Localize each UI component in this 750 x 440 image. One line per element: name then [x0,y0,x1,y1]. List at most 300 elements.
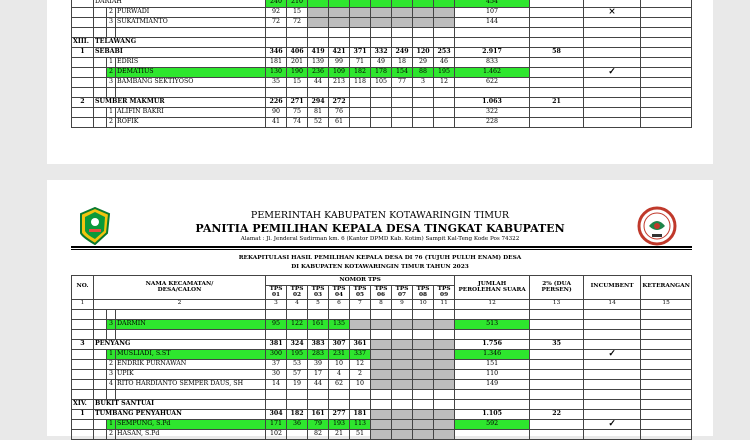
empty-cell [94,319,107,329]
two-percent [530,349,584,359]
two-percent [530,108,584,118]
tps-vote-count: 102 [266,429,287,439]
empty-cell [287,309,308,319]
empty-cell [94,58,107,68]
empty-cell [116,88,266,98]
two-percent [530,78,584,88]
empty-cell [530,399,584,409]
tps-vote-count: 346 [266,48,287,58]
col-no-header: NO. [72,276,94,300]
tps-vote-count: 135 [329,319,350,329]
letterhead-committee: PANITIA PEMILIHAN KEPALA DESA TINGKAT KABUPATEN [195,222,565,235]
incumbent-mark [584,339,641,349]
incumbent-mark [584,369,641,379]
tps-header: TPS 02 [287,286,308,300]
total-votes: 622 [455,78,530,88]
village-name: PENYANG [94,339,266,349]
tps-header: TPS 08 [413,286,434,300]
empty-cell [266,88,287,98]
row-number [72,429,94,439]
total-votes: 1.105 [455,409,530,419]
tps-vote-count: 12 [434,78,455,88]
empty-cell [107,389,116,399]
tps-vote-count: 324 [287,339,308,349]
tps-vote-count [434,0,455,8]
tps-vote-count: 178 [371,68,392,78]
keterangan [641,419,692,429]
tps-header: TPS 05 [350,286,371,300]
total-votes: 1.063 [455,98,530,108]
tps-vote-count: 41 [266,118,287,128]
tps-vote-count [371,118,392,128]
tps-vote-count: 181 [266,58,287,68]
tps-vote-count: 19 [287,379,308,389]
keterangan [641,369,692,379]
empty-cell [434,38,455,48]
empty-cell [392,399,413,409]
tps-vote-count: 249 [392,48,413,58]
tps-vote-count [329,8,350,18]
empty-cell [266,329,287,339]
tps-vote-count [308,18,329,28]
tps-vote-count: 72 [287,18,308,28]
tps-vote-count [350,8,371,18]
candidate-name: DARMIN [116,319,266,329]
tps-vote-count: 213 [329,78,350,88]
candidate-number: 2 [107,359,116,369]
tps-vote-count: 272 [329,98,350,108]
empty-cell [455,309,530,319]
tps-vote-count [392,18,413,28]
section-number: XIV. [72,399,94,409]
empty-cell [434,88,455,98]
candidate-name: ROFIK [116,118,266,128]
tps-vote-count [413,0,434,8]
empty-cell [308,88,329,98]
empty-cell [72,389,94,399]
letterhead-rule-thick [71,246,692,248]
column-number: 6 [329,299,350,309]
two-percent: 21 [530,98,584,108]
empty-cell [266,389,287,399]
column-number: 8 [371,299,392,309]
empty-cell [371,389,392,399]
tps-vote-count: 120 [413,48,434,58]
candidate-name: HASAN, S.Pd [116,429,266,439]
tps-header: TPS 09 [434,286,455,300]
tps-vote-count [434,18,455,28]
keterangan [641,18,692,28]
empty-cell [434,309,455,319]
col-incumbent-header: INCUMBENT [584,276,641,300]
tps-vote-count: 37 [266,359,287,369]
village-name: TUMBANG PENYAHUAN [94,409,266,419]
tps-vote-count: 361 [350,339,371,349]
tps-vote-count [413,98,434,108]
row-number: 3 [72,339,94,349]
keterangan [641,58,692,68]
empty-cell [434,399,455,409]
tps-vote-count: 406 [287,48,308,58]
empty-cell [371,28,392,38]
tps-vote-count: 371 [350,48,371,58]
empty-cell [287,28,308,38]
empty-cell [392,88,413,98]
empty-cell [455,399,530,409]
empty-cell [94,429,107,439]
tps-vote-count: 62 [329,379,350,389]
empty-cell [287,399,308,409]
empty-cell [107,309,116,319]
two-percent [530,118,584,128]
empty-cell [584,28,641,38]
tps-vote-count [413,419,434,429]
candidate-number: 2 [107,118,116,128]
column-number: 11 [434,299,455,309]
empty-cell [94,419,107,429]
candidate-row [72,68,692,78]
tps-vote-count [434,319,455,329]
empty-cell [584,399,641,409]
col-kecamatan-header: NAMA KECAMATAN/ DESA/CALON [94,276,266,300]
row-number [72,108,94,118]
two-percent [530,8,584,18]
total-votes: 454 [455,0,530,8]
tps-vote-count [413,18,434,28]
keterangan [641,359,692,369]
spacer-row [72,28,692,38]
total-votes: 144 [455,18,530,28]
tps-vote-count: 277 [329,409,350,419]
empty-cell [413,28,434,38]
tps-vote-count [287,429,308,439]
total-votes: 151 [455,359,530,369]
tps-vote-count [371,369,392,379]
candidate-row [72,8,692,18]
tps-vote-count: 294 [308,98,329,108]
tps-vote-count: 10 [350,379,371,389]
total-votes: 592 [455,419,530,429]
tps-vote-count: 307 [329,339,350,349]
empty-cell [116,309,266,319]
column-number-row [72,299,692,309]
empty-cell [530,309,584,319]
empty-cell [94,118,107,128]
two-percent [530,0,584,8]
empty-cell [434,389,455,399]
empty-cell [94,18,107,28]
candidate-number: 1 [107,419,116,429]
tps-vote-count: 90 [266,108,287,118]
tps-vote-count: 181 [350,409,371,419]
column-number: 14 [584,299,641,309]
empty-cell [350,329,371,339]
tps-vote-count [308,8,329,18]
village-row [72,409,692,419]
row-number [72,319,94,329]
incumbent-mark [584,118,641,128]
empty-cell [530,88,584,98]
candidate-name: PURWADI [116,8,266,18]
empty-cell [329,389,350,399]
tps-vote-count: 113 [350,419,371,429]
candidate-name: RITO HARDIANTO SEMPER DAUS, SH [116,379,266,389]
total-votes: 322 [455,108,530,118]
recap-subtitle: DI KABUPATEN KOTAWARINGIN TIMUR TAHUN 2023 [291,264,469,270]
candidate-number: 3 [107,319,116,329]
incumbent-mark [584,48,641,58]
tps-vote-count: 236 [308,68,329,78]
keterangan [641,108,692,118]
incumbent-mark [584,0,641,8]
tps-vote-count: 421 [329,48,350,58]
empty-cell [371,38,392,48]
empty-cell [329,329,350,339]
section-row [72,399,692,409]
empty-cell [94,369,107,379]
empty-cell [308,28,329,38]
empty-cell [455,38,530,48]
incumbent-mark [584,359,641,369]
empty-cell [392,309,413,319]
two-percent: 35 [530,339,584,349]
candidate-number: 4 [107,379,116,389]
tps-vote-count [371,429,392,439]
tps-vote-count [371,349,392,359]
candidate-row [72,369,692,379]
document-page-1 [47,0,713,164]
tps-vote-count [350,108,371,118]
tps-vote-count [392,118,413,128]
empty-cell [308,38,329,48]
total-votes: 1.346 [455,349,530,359]
column-number: 9 [392,299,413,309]
keterangan [641,0,692,8]
column-number: 4 [287,299,308,309]
empty-cell [72,309,94,319]
two-percent [530,419,584,429]
tps-vote-count: 210 [287,0,308,8]
village-name: DARIAH [94,0,266,8]
empty-cell [455,389,530,399]
empty-cell [308,329,329,339]
candidate-name: SEMPUNG, S.Pd [116,419,266,429]
tps-vote-count [413,429,434,439]
row-number [72,0,94,8]
empty-cell [94,359,107,369]
tps-vote-count [371,319,392,329]
column-number: 2 [94,299,266,309]
tps-vote-count: 271 [287,98,308,108]
tps-vote-count: 195 [287,349,308,359]
tps-vote-count: 53 [287,359,308,369]
total-votes: 1.756 [455,339,530,349]
col-keterangan-header: KETERANGAN [641,276,692,300]
spacer-row [72,309,692,319]
keterangan [641,68,692,78]
tps-vote-count [392,369,413,379]
empty-cell [350,38,371,48]
two-percent [530,359,584,369]
tps-vote-count: 253 [434,48,455,58]
spacer-row [72,389,692,399]
section-number: XIII. [72,38,94,48]
tps-vote-count: 21 [329,429,350,439]
tps-vote-count: 105 [371,78,392,88]
tps-vote-count: 383 [308,339,329,349]
tps-vote-count [413,8,434,18]
spacer-row [72,88,692,98]
tps-vote-count: 10 [329,359,350,369]
empty-cell [413,38,434,48]
village-name: SUMBER MAKMUR [94,98,266,108]
candidate-name: DEMATIUS [116,68,266,78]
empty-cell [94,329,107,339]
village-name: SEBABI [94,48,266,58]
empty-cell [641,38,692,48]
keterangan [641,409,692,419]
candidate-number: 2 [107,8,116,18]
empty-cell [392,329,413,339]
tps-vote-count: 182 [350,68,371,78]
col-jumlah-header: JUMLAH PEROLEHAN SUARA [455,276,530,300]
row-number [72,58,94,68]
document-page-2 [47,180,713,436]
tps-header: TPS 07 [392,286,413,300]
candidate-row [72,108,692,118]
tps-vote-count [392,409,413,419]
empty-cell [530,38,584,48]
tps-vote-count: 18 [392,58,413,68]
empty-cell [329,88,350,98]
empty-cell [266,399,287,409]
tps-vote-count [434,429,455,439]
candidate-number: 1 [107,349,116,359]
tps-vote-count: 154 [392,68,413,78]
tps-vote-count: 72 [266,18,287,28]
incumbent-mark [584,409,641,419]
empty-cell [413,399,434,409]
candidate-row [72,379,692,389]
recap-table-page-2 [71,275,692,440]
candidate-row [72,419,692,429]
candidate-number: 3 [107,18,116,28]
tps-vote-count [434,108,455,118]
total-votes: 110 [455,369,530,379]
two-percent [530,379,584,389]
empty-cell [584,38,641,48]
tps-vote-count: 51 [350,429,371,439]
column-number: 1 [72,299,94,309]
tps-vote-count: 79 [308,419,329,429]
total-votes: 228 [455,118,530,128]
tps-vote-count: 49 [371,58,392,68]
row-number: 2 [72,98,94,108]
candidate-number: 2 [107,429,116,439]
tps-vote-count: 118 [350,78,371,88]
row-number [72,18,94,28]
tps-vote-count [329,18,350,28]
tps-vote-count [371,0,392,8]
tps-header: TPS 04 [329,286,350,300]
candidate-name: SUKATMIANTO [116,18,266,28]
spacer-row [72,329,692,339]
row-number [72,379,94,389]
tps-vote-count: 15 [287,78,308,88]
candidate-name: BAMBANG SEKTIYOSO [116,78,266,88]
tps-header: TPS 06 [371,286,392,300]
candidate-number: 3 [107,369,116,379]
candidate-row [72,18,692,28]
tps-vote-count [371,359,392,369]
empty-cell [308,389,329,399]
tps-vote-count: 195 [434,68,455,78]
row-number [72,419,94,429]
empty-cell [72,329,94,339]
column-number: 13 [530,299,584,309]
tps-vote-count [392,419,413,429]
candidate-name: ENDRIK PURNAWAN [116,359,266,369]
tps-vote-count [413,359,434,369]
tps-vote-count [392,8,413,18]
total-votes: 833 [455,58,530,68]
tps-vote-count [413,108,434,118]
empty-cell [107,329,116,339]
empty-cell [116,28,266,38]
empty-cell [350,309,371,319]
empty-cell [72,88,94,98]
empty-cell [530,28,584,38]
incumbent-mark [584,58,641,68]
tps-vote-count: 182 [287,409,308,419]
tps-vote-count [371,339,392,349]
tps-vote-count: 226 [266,98,287,108]
tps-vote-count [350,0,371,8]
empty-cell [455,28,530,38]
row-number [72,118,94,128]
candidate-name: EDRIS [116,58,266,68]
empty-cell [413,389,434,399]
incumbent-mark: ✓ [584,349,641,359]
empty-cell [94,389,107,399]
tps-vote-count: 193 [329,419,350,429]
keterangan [641,98,692,108]
letterhead-address: Alamat : Jl. Jenderal Sudirman km. 6 (Kantor DPMD Kab. Kotim) Sampit Kal-Teng Kode Pos 74322 [240,236,520,242]
empty-cell [641,389,692,399]
incumbent-mark [584,78,641,88]
column-number: 3 [266,299,287,309]
tps-vote-count: 74 [287,118,308,128]
incumbent-mark: ✓ [584,419,641,429]
tps-vote-count: 12 [350,359,371,369]
empty-cell [350,28,371,38]
tps-vote-count [434,118,455,128]
empty-cell [266,38,287,48]
candidate-row [72,58,692,68]
tps-vote-count [434,8,455,18]
tps-vote-count [434,359,455,369]
candidate-number: 1 [107,58,116,68]
total-votes: 513 [455,319,530,329]
candidate-row [72,78,692,88]
total-votes: 2.917 [455,48,530,58]
empty-cell [94,28,107,38]
empty-cell [392,28,413,38]
column-number: 5 [308,299,329,309]
tps-vote-count [371,409,392,419]
tps-vote-count: 2 [350,369,371,379]
letterhead-rule-thin [71,249,692,250]
